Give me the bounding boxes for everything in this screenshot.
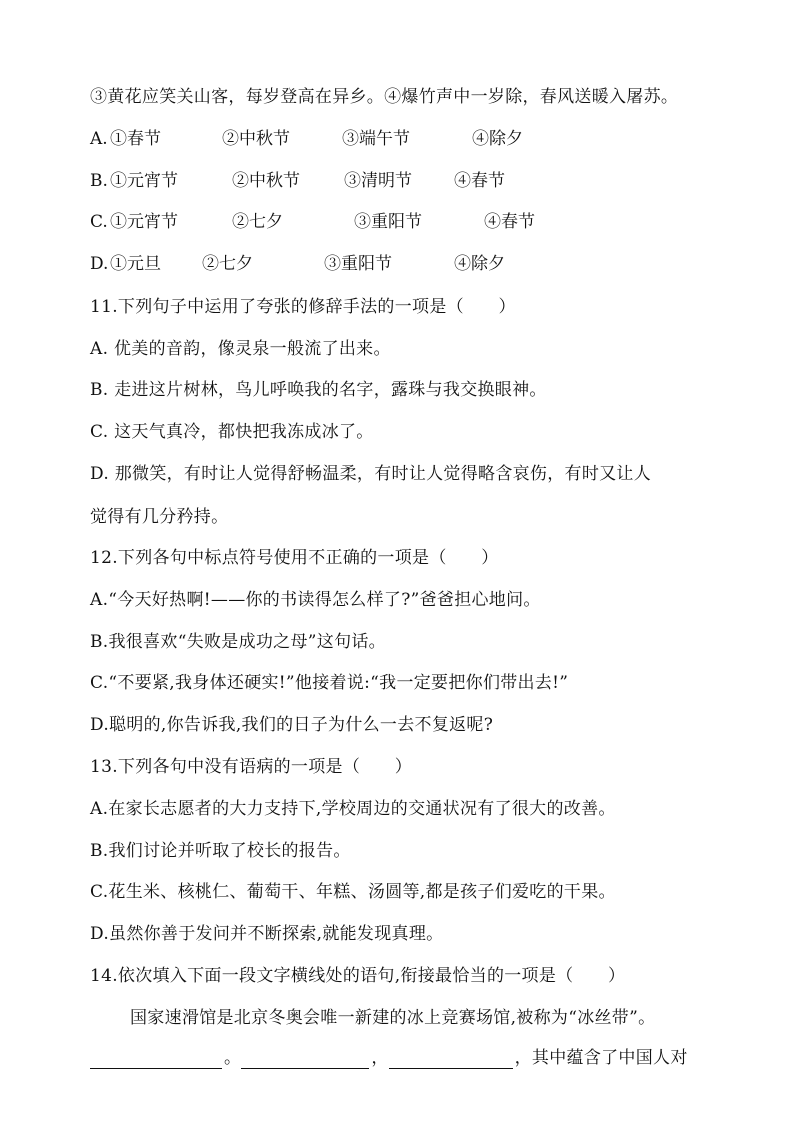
q13-option-b: B.我们讨论并听取了校长的报告。 [90, 841, 351, 861]
q13-option-a: A.在家长志愿者的大力支持下,学校周边的交通状况有了很大的改善。 [90, 799, 616, 819]
option-label: B. [90, 171, 108, 191]
answer-blank-1[interactable] [90, 1050, 222, 1069]
q13-option-d: D.虽然你善于发问并不断探索,就能发现真理。 [90, 924, 444, 944]
q14-blanks-line: 。 ， ，其中蕴含了中国人对 [90, 1047, 730, 1069]
answer-blank-3[interactable] [389, 1050, 513, 1069]
q12-option-d: D.聪明的,你告诉我,我们的日子为什么一去不复返呢? [90, 715, 494, 735]
answer-blank-2[interactable] [241, 1050, 369, 1069]
q12-option-a: A.“今天好热啊!——你的书读得怎么样了?”爸爸担心地问。 [90, 590, 541, 610]
q10-option-a: A. ①春节 ②中秋节 ③端午节 ④除夕 [90, 129, 523, 149]
q12-option-b: B.我很喜欢“失败是成功之母”这句话。 [90, 632, 386, 652]
q11-option-d: D. 那微笑，有时让人觉得舒畅温柔，有时让人觉得略含哀伤，有时又让人 [90, 464, 652, 484]
option-label: A. [90, 129, 108, 149]
q11-stem: 11.下列句子中运用了夸张的修辞手法的一项是（ ） [90, 297, 516, 317]
option-label: D. [90, 254, 109, 274]
q12-option-c: C.“不要紧,我身体还硬实!”他接着说:“我一定要把你们带出去!” [90, 673, 569, 693]
q10-option-d: D.①元旦 ②七夕 ③重阳节 ④除夕 [90, 254, 505, 274]
q11-option-b: B. 走进这片树林，鸟儿呼唤我的名字，露珠与我交换眼神。 [90, 380, 547, 400]
q11-option-a: A. 优美的音韵，像灵泉一般流了出来。 [90, 339, 391, 359]
q12-stem: 12.下列各句中标点符号使用不正确的一项是（ ） [90, 548, 499, 568]
q10-option-c: C. ①元宵节 ②七夕 ③重阳节 ④春节 [90, 212, 535, 232]
q10-option-b: B. ①元宵节 ②中秋节 ③清明节 ④春节 [90, 171, 505, 191]
q11-option-c: C. 这天气真冷，都快把我冻成冰了。 [90, 422, 374, 442]
q13-stem: 13.下列各句中没有语病的一项是（ ） [90, 757, 413, 777]
q14-paragraph: 国家速滑馆是北京冬奥会唯一新建的冰上竞赛场馆,被称为“冰丝带”。 [130, 1008, 656, 1028]
q13-option-c: C.花生米、核桃仁、葡萄干、年糕、汤圆等,都是孩子们爱吃的干果。 [90, 882, 616, 902]
q14-stem: 14.依次填入下面一段文字横线处的语句,衔接最恰当的一项是（ ） [90, 966, 626, 986]
q11-option-d-cont: 觉得有几分矜持。 [90, 507, 229, 527]
option-label: C. [90, 212, 108, 232]
q10-poem-line: ③黄花应笑关山客，每岁登高在异乡。④爆竹声中一岁除，春风送暖入屠苏。 [90, 87, 679, 107]
